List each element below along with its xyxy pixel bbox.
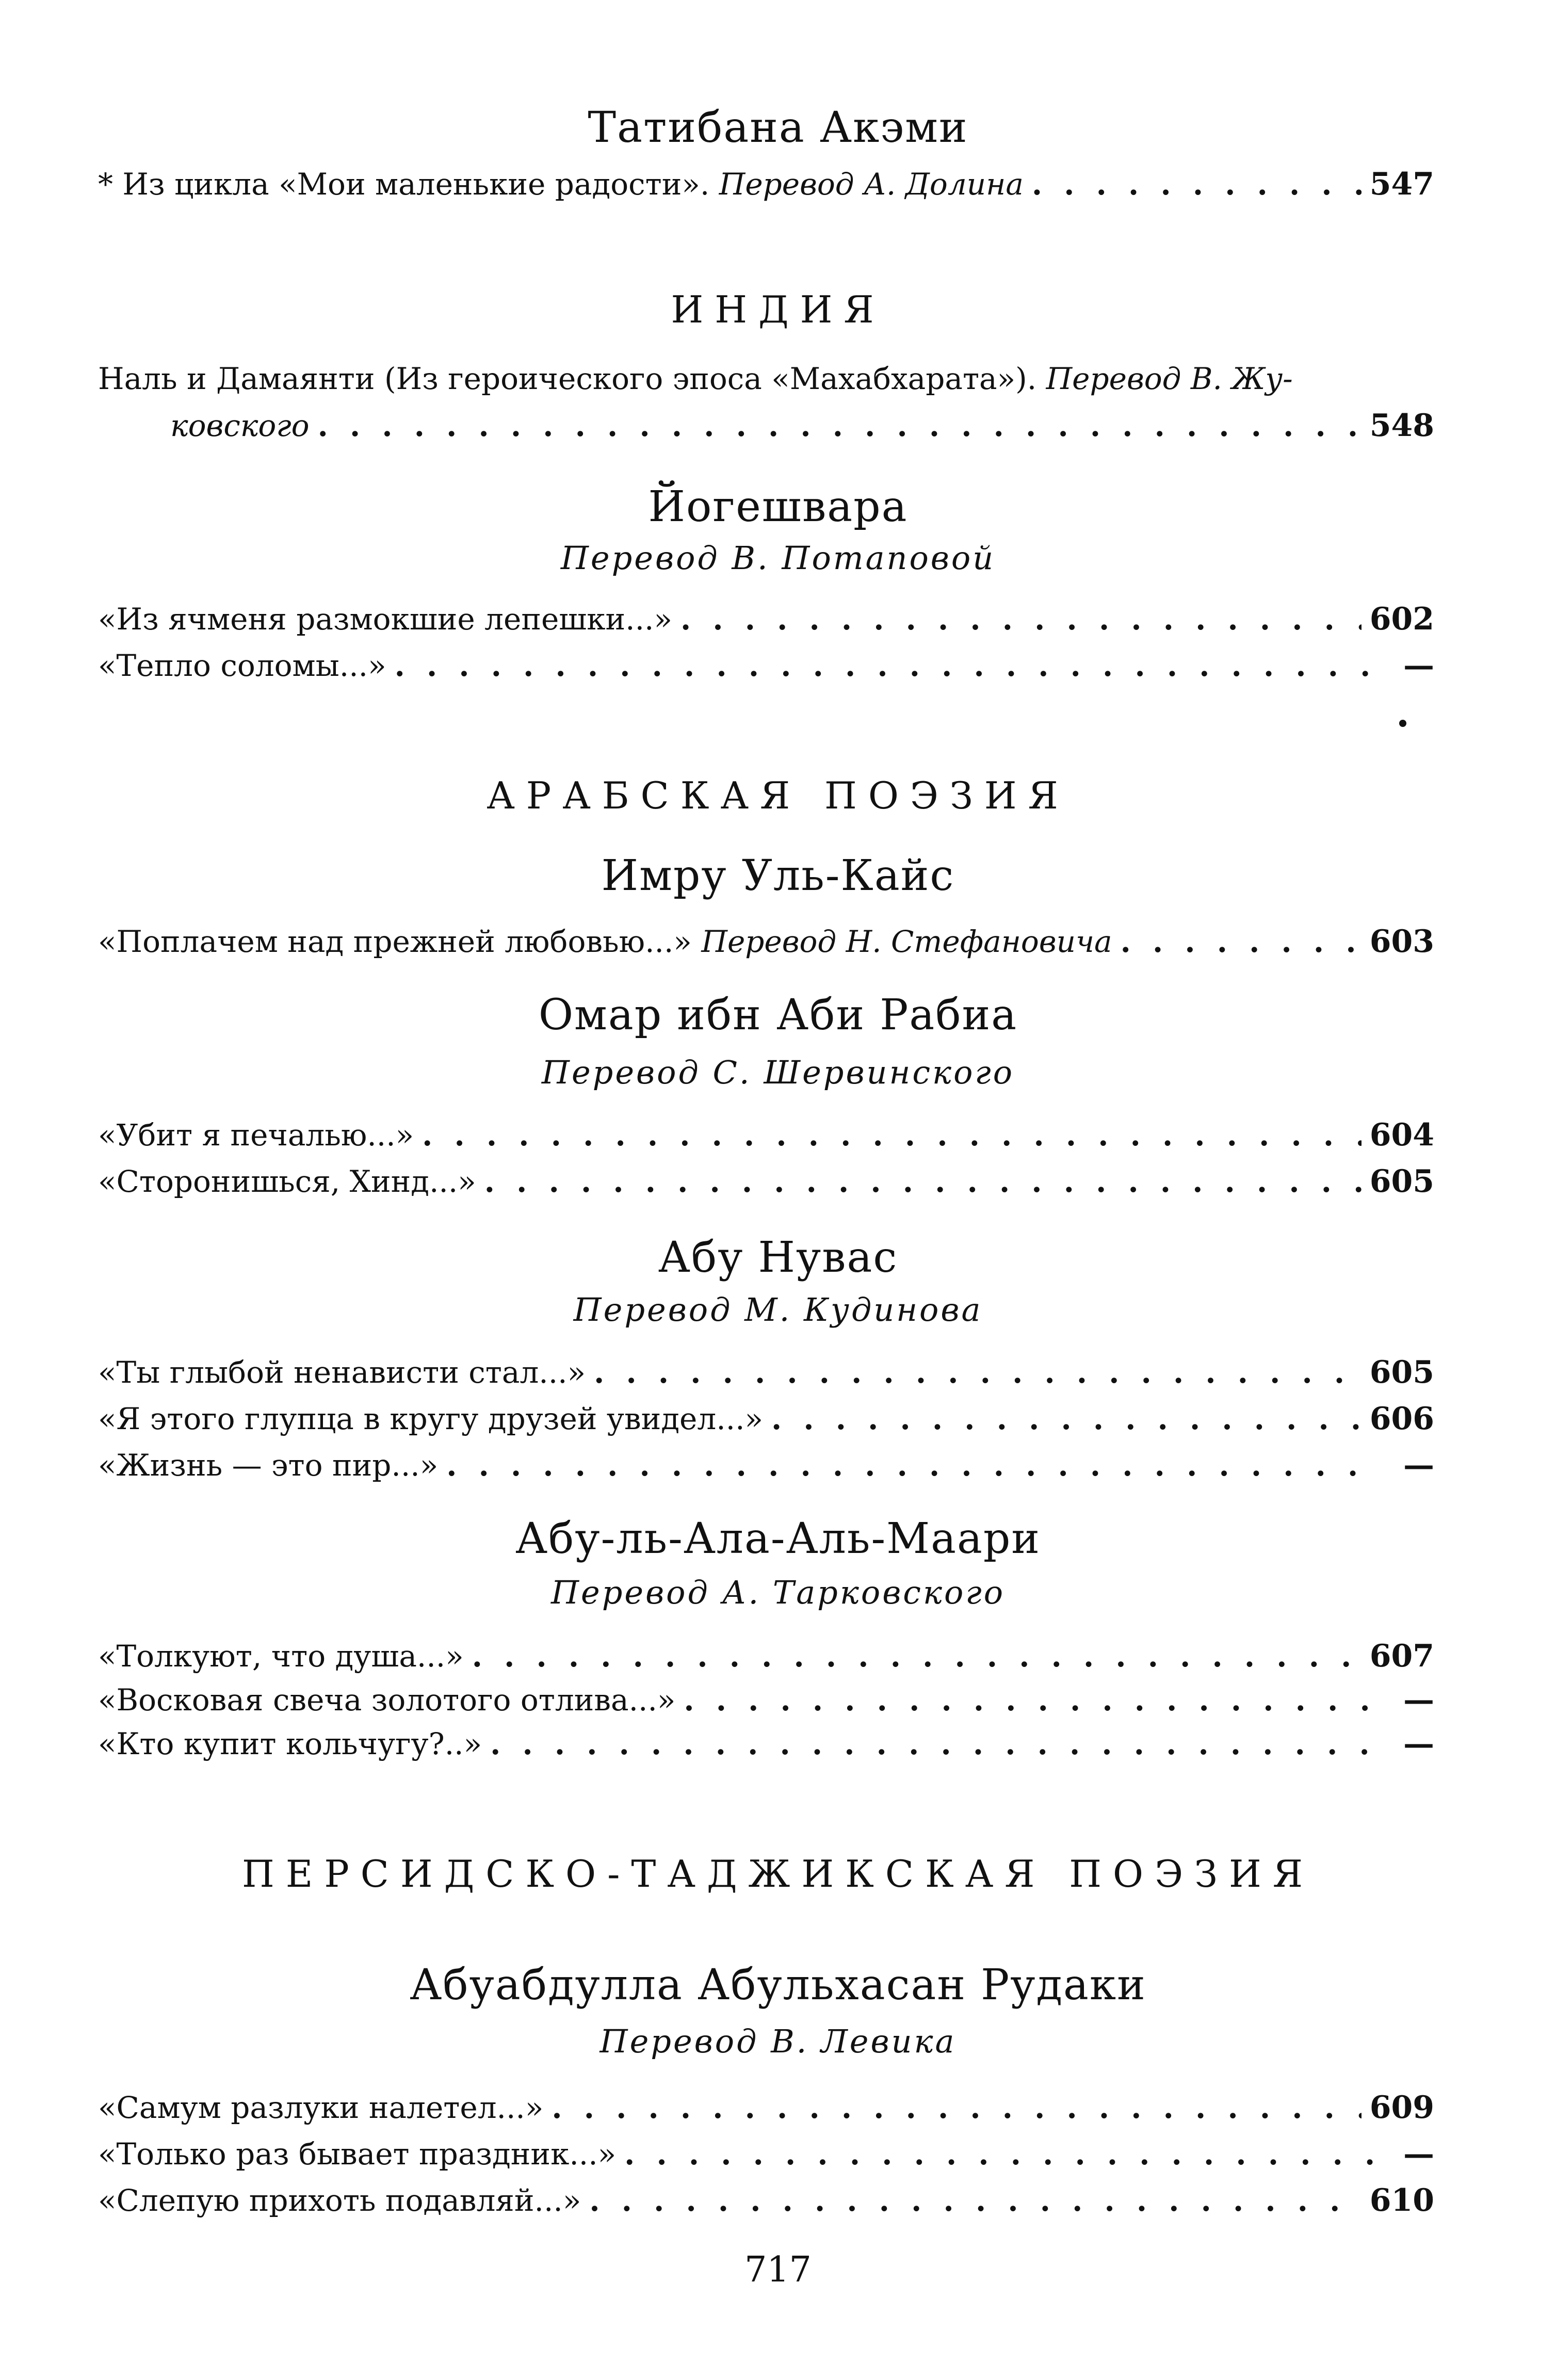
toc-entry[interactable] — [98, 1447, 1434, 1488]
entry-title: «Я этого глупца в кругу друзей увидел...» — [98, 1401, 763, 1436]
translator-credit: Перевод А. Тарковского — [550, 1574, 1006, 1611]
entry-title: «Из ячменя размокшие лепешки...» — [98, 602, 672, 637]
translator-credit: Перевод С. Шервинского — [541, 1054, 1015, 1091]
stray-print-dot — [1399, 720, 1406, 727]
section-heading: ИНДИЯ — [671, 288, 885, 331]
toc-entry[interactable] — [98, 924, 1434, 965]
toc-entry[interactable] — [170, 408, 1434, 449]
author-heading: Абуабдулла Абульхасан Рудаки — [410, 1961, 1146, 2010]
page-ref: 609 — [1369, 2090, 1434, 2126]
entry-title: «Тепло соломы...» — [98, 648, 386, 683]
page-ref: 607 — [1369, 1638, 1434, 1674]
toc-entry[interactable] — [98, 601, 1434, 642]
entry-title: «Восковая свеча золотого отлива...» — [98, 1682, 676, 1718]
leader-dots — [1032, 167, 1361, 202]
section-heading: АРАБСКАЯ ПОЭЗИЯ — [487, 774, 1069, 817]
entry-title: «Только раз бывает праздник...» — [98, 2136, 617, 2172]
translator-credit: Перевод В. Левика — [599, 2022, 957, 2060]
toc-entry[interactable] — [98, 2136, 1434, 2177]
page-ref: — — [1403, 1447, 1434, 1483]
page-ref: 604 — [1369, 1117, 1434, 1153]
leader-dots — [446, 1448, 1374, 1483]
toc-entry[interactable] — [98, 166, 1434, 207]
author-heading: Татибана Акэми — [588, 103, 968, 152]
leader-dots — [484, 1164, 1361, 1199]
entry-title: «Поплачем над прежней любовью...» Перевод Н. Стефановича — [98, 924, 1112, 959]
entry-title: «Ты глыбой ненависти стал...» — [98, 1355, 586, 1390]
leader-dots — [594, 1355, 1361, 1390]
entry-title: * Из цикла «Мои маленькие радости». Перевод А. Долина — [98, 167, 1024, 202]
page-ref: 610 — [1369, 2182, 1434, 2219]
leader-dots — [771, 1401, 1361, 1436]
page-ref: 605 — [1369, 1354, 1434, 1390]
toc-entry[interactable] — [98, 647, 1434, 689]
leader-dots — [684, 1682, 1374, 1718]
entry-title: «Жизнь — это пир...» — [98, 1448, 439, 1483]
section-heading: ПЕРСИДСКО-ТАДЖИКСКАЯ ПОЭЗИЯ — [242, 1852, 1314, 1896]
toc-entry-line1: Наль и Дамаянти (Из героического эпоса «Махабхарата»). Перевод В. Жу- — [98, 361, 1293, 396]
page-ref: 548 — [1369, 408, 1434, 444]
page-ref: — — [1403, 2136, 1434, 2172]
leader-dots — [589, 2183, 1361, 2218]
toc-entry[interactable] — [98, 1682, 1434, 1723]
leader-dots — [490, 1726, 1374, 1761]
translator-credit: Перевод М. Кудинова — [573, 1291, 983, 1329]
entry-title: «Самум разлуки налетел...» — [98, 2090, 544, 2125]
toc-entry[interactable] — [98, 2090, 1434, 2131]
page-ref: — — [1403, 647, 1434, 684]
leader-dots — [472, 1639, 1361, 1674]
page-number: 717 — [744, 2249, 812, 2290]
leader-dots — [395, 648, 1374, 683]
toc-entry[interactable] — [98, 1117, 1434, 1158]
author-heading: Омар ибн Аби Рабиа — [538, 991, 1018, 1040]
page-ref: 602 — [1369, 601, 1434, 637]
toc-entry[interactable] — [98, 1163, 1434, 1205]
author-heading: Йогешвара — [648, 482, 908, 531]
leader-dots — [624, 2136, 1374, 2172]
author-heading: Абу Нувас — [658, 1233, 898, 1282]
leader-dots — [680, 602, 1361, 637]
page-ref: 605 — [1369, 1163, 1434, 1200]
leader-dots — [552, 2090, 1361, 2125]
page-ref: — — [1403, 1682, 1434, 1718]
toc-entry[interactable] — [98, 1354, 1434, 1396]
entry-title: «Сторонишься, Хинд...» — [98, 1164, 476, 1199]
page-ref: — — [1403, 1726, 1434, 1762]
leader-dots — [318, 408, 1361, 443]
toc-entry[interactable] — [98, 1726, 1434, 1767]
page-ref: 606 — [1369, 1401, 1434, 1437]
translator-credit: Перевод В. Потаповой — [560, 539, 996, 577]
leader-dots — [1121, 924, 1361, 959]
author-heading: Абу-ль-Ала-Аль-Маари — [515, 1514, 1041, 1563]
entry-title: «Убит я печалью...» — [98, 1118, 414, 1153]
toc-entry[interactable] — [98, 1401, 1434, 1442]
page-ref: 603 — [1369, 924, 1434, 960]
entry-title: «Кто купит кольчугу?..» — [98, 1726, 482, 1761]
entry-title: «Толкуют, что душа...» — [98, 1639, 464, 1674]
entry-title: «Слепую прихоть подавляй...» — [98, 2183, 581, 2218]
entry-title: ковского — [170, 408, 310, 443]
author-heading: Имру Уль-Кайс — [601, 851, 955, 900]
page-ref: 547 — [1369, 166, 1434, 202]
toc-entry[interactable] — [98, 2182, 1434, 2224]
toc-entry[interactable] — [98, 1638, 1434, 1679]
leader-dots — [422, 1118, 1361, 1153]
